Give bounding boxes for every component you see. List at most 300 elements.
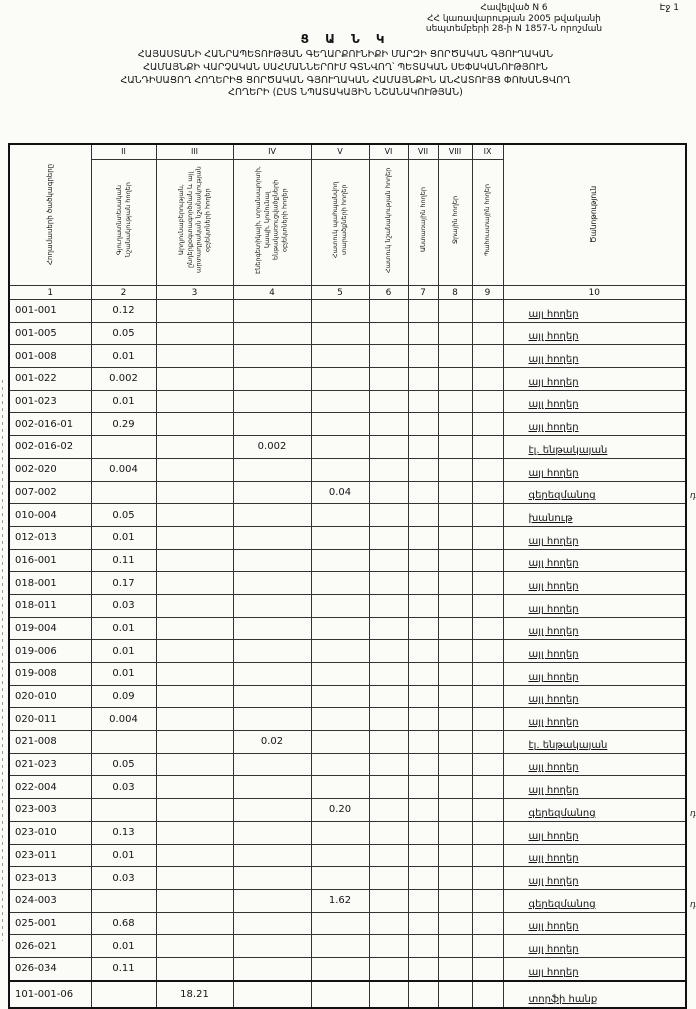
value-cell: 0.05 <box>91 753 156 776</box>
parcel-code-cell: 002-016-02 <box>9 436 91 459</box>
value-cell <box>408 640 438 663</box>
parcel-code-cell: 018-011 <box>9 594 91 617</box>
value-cell <box>438 776 472 799</box>
value-cell <box>438 390 472 413</box>
value-cell <box>408 526 438 549</box>
value-cell: 1.62 <box>311 889 369 912</box>
column-number: 8 <box>438 286 472 300</box>
roman-numeral: VI <box>369 144 408 159</box>
column-number: 5 <box>311 286 369 300</box>
value-cell <box>408 753 438 776</box>
parcel-code-cell: 026-034 <box>9 957 91 980</box>
table-row <box>9 731 686 754</box>
value-cell <box>311 504 369 527</box>
note-cell <box>503 458 686 481</box>
value-cell <box>472 368 503 391</box>
value-cell <box>233 821 311 844</box>
value-cell <box>369 981 408 1008</box>
note-cell <box>503 504 686 527</box>
value-cell <box>472 436 503 459</box>
roman-numeral: IV <box>233 144 311 159</box>
table-row <box>9 844 686 867</box>
roman-numeral: V <box>311 144 369 159</box>
table-row <box>9 867 686 890</box>
value-cell: 0.004 <box>91 458 156 481</box>
value-cell <box>311 549 369 572</box>
value-cell <box>369 436 408 459</box>
value-cell <box>408 617 438 640</box>
value-cell <box>311 413 369 436</box>
value-cell <box>408 572 438 595</box>
note-text: այլ հողեր <box>528 376 579 388</box>
note-text: այլ հողեր <box>528 966 579 978</box>
value-cell <box>438 436 472 459</box>
value-cell <box>311 663 369 686</box>
value-cell <box>408 458 438 481</box>
roman-numeral: III <box>156 144 233 159</box>
value-cell <box>233 345 311 368</box>
value-cell <box>311 821 369 844</box>
value-cell <box>438 957 472 980</box>
note-text: այլ հողեր <box>528 422 579 434</box>
value-cell <box>472 345 503 368</box>
value-cell <box>369 663 408 686</box>
parcel-code-cell: 019-008 <box>9 663 91 686</box>
parcel-code-cell: 001-022 <box>9 368 91 391</box>
value-cell <box>311 776 369 799</box>
table-row <box>9 504 686 527</box>
value-cell <box>408 504 438 527</box>
value-cell <box>311 708 369 731</box>
note-text: այլ հողեր <box>528 943 579 955</box>
value-cell <box>156 458 233 481</box>
value-cell <box>369 776 408 799</box>
value-cell <box>233 663 311 686</box>
value-cell <box>408 345 438 368</box>
parcel-code-cell: 018-001 <box>9 572 91 595</box>
note-text: էլ. ենթակայան <box>528 444 608 456</box>
appendix-title: Հավելված N 6 <box>480 3 548 13</box>
value-cell <box>472 322 503 345</box>
parcel-code-cell: 012-013 <box>9 526 91 549</box>
note-text: այլ հողեր <box>528 354 579 366</box>
value-cell <box>369 390 408 413</box>
table-row <box>9 526 686 549</box>
value-cell <box>311 685 369 708</box>
value-cell <box>233 458 311 481</box>
roman-numeral: IX <box>472 144 503 159</box>
value-cell <box>91 481 156 504</box>
note-text: խանութ <box>528 512 573 524</box>
value-cell <box>408 390 438 413</box>
parcel-code-cell: 023-011 <box>9 844 91 867</box>
document-title-line-4: ՀՈՂԵՐԻ (ԸՍՏ ՆՊԱՏԱԿԱՅԻՆ ՆՇԱՆԱԿՈՒԹՅԱՆ) <box>228 87 463 99</box>
table-row <box>9 935 686 958</box>
column-header <box>91 159 156 285</box>
note-text: այլ հողեր <box>528 785 579 797</box>
note-text: այլ հողեր <box>528 853 579 865</box>
value-cell <box>369 572 408 595</box>
value-cell <box>438 708 472 731</box>
table-head <box>9 144 686 300</box>
value-cell <box>472 300 503 323</box>
value-cell <box>438 481 472 504</box>
roman-numeral: II <box>91 144 156 159</box>
value-cell <box>472 594 503 617</box>
table-row <box>9 300 686 323</box>
value-cell <box>311 300 369 323</box>
value-cell <box>472 640 503 663</box>
value-cell <box>311 526 369 549</box>
value-cell <box>408 708 438 731</box>
value-cell <box>233 935 311 958</box>
note-text: տորֆի հանք <box>528 993 598 1005</box>
note-text: այլ հողեր <box>528 649 579 660</box>
note-text: այլ հողեր <box>528 830 579 842</box>
value-cell <box>408 912 438 935</box>
value-cell <box>438 504 472 527</box>
table-row <box>9 481 686 504</box>
value-cell <box>156 708 233 731</box>
note-text: այլ հողեր <box>528 331 579 343</box>
note-cell <box>503 640 686 663</box>
value-cell: 0.05 <box>91 504 156 527</box>
table-row <box>9 889 686 912</box>
value-cell <box>408 685 438 708</box>
table-row <box>9 436 686 459</box>
value-cell <box>156 844 233 867</box>
value-cell <box>156 617 233 640</box>
margin-mark: դ <box>690 491 696 502</box>
table-row <box>9 322 686 345</box>
note-cell <box>503 594 686 617</box>
table-row <box>9 549 686 572</box>
parcel-code-cell: 020-010 <box>9 685 91 708</box>
value-cell <box>156 572 233 595</box>
column-header-parcel-code <box>9 144 91 286</box>
note-cell <box>503 526 686 549</box>
value-cell <box>438 663 472 686</box>
parcel-code-cell: 002-020 <box>9 458 91 481</box>
value-cell <box>472 912 503 935</box>
value-cell <box>369 481 408 504</box>
column-header-label: Հատուկ նշանակության հողեր <box>384 167 393 273</box>
value-cell <box>369 867 408 890</box>
value-cell <box>369 458 408 481</box>
document-title-line-3: ՀԱՆԴԻՍԱՑՈՂ ՀՈՂԵՐԻՑ ՑՈՐԾԱԿԱՆ ԳՅՈՒՂԱԿԱՆ ՀԱՄԱՅՆՔԻՆ ԱՆՀԱՏՈՒՅՑ ՓՈԽԱՆՑՎՈՂ <box>120 74 571 86</box>
value-cell <box>438 731 472 754</box>
decision-line-1: ՀՀ կառավարության 2005 թվականի <box>427 13 601 24</box>
value-cell: 0.01 <box>91 640 156 663</box>
value-cell <box>91 799 156 822</box>
value-cell <box>156 957 233 980</box>
value-cell <box>438 549 472 572</box>
value-cell <box>438 572 472 595</box>
parcel-code-cell: 001-008 <box>9 345 91 368</box>
value-cell <box>311 731 369 754</box>
parcel-code-cell: 025-001 <box>9 912 91 935</box>
value-cell <box>472 663 503 686</box>
value-cell <box>156 799 233 822</box>
value-cell <box>156 640 233 663</box>
value-cell <box>156 935 233 958</box>
value-cell <box>472 889 503 912</box>
value-cell <box>472 753 503 776</box>
parcel-code-cell: 022-004 <box>9 776 91 799</box>
value-cell <box>156 322 233 345</box>
value-cell <box>311 957 369 980</box>
parcel-code-cell: 016-001 <box>9 549 91 572</box>
value-cell <box>438 300 472 323</box>
table-row <box>9 753 686 776</box>
value-cell <box>438 889 472 912</box>
value-cell: 0.11 <box>91 549 156 572</box>
value-cell <box>408 844 438 867</box>
header-roman-row <box>9 144 686 159</box>
note-text: այլ հողեր <box>528 875 579 887</box>
value-cell <box>438 458 472 481</box>
column-header-notes-label: Ծանոթություն <box>589 185 599 243</box>
value-cell <box>408 889 438 912</box>
note-cell <box>503 436 686 459</box>
column-header <box>438 159 472 285</box>
value-cell <box>438 935 472 958</box>
value-cell: 0.17 <box>91 572 156 595</box>
value-cell <box>233 549 311 572</box>
value-cell <box>369 413 408 436</box>
column-header <box>156 159 233 285</box>
value-cell <box>156 481 233 504</box>
note-cell <box>503 345 686 368</box>
value-cell <box>156 413 233 436</box>
value-cell <box>472 935 503 958</box>
value-cell <box>233 912 311 935</box>
note-cell <box>503 957 686 980</box>
column-header-label: Գյուղատնտեսական նշանակության հողեր <box>114 182 132 258</box>
column-header <box>233 159 311 285</box>
value-cell <box>156 912 233 935</box>
value-cell <box>472 504 503 527</box>
value-cell: 18.21 <box>156 981 233 1008</box>
value-cell <box>369 731 408 754</box>
table-row <box>9 640 686 663</box>
value-cell <box>311 844 369 867</box>
value-cell <box>472 572 503 595</box>
value-cell <box>472 549 503 572</box>
note-cell <box>503 549 686 572</box>
note-cell <box>503 981 686 1008</box>
column-number: 7 <box>408 286 438 300</box>
note-text: այլ հողեր <box>528 626 579 638</box>
value-cell: 0.002 <box>91 368 156 391</box>
value-cell <box>91 436 156 459</box>
margin-mark: դ <box>690 808 696 819</box>
parcel-code-cell: 002-016-01 <box>9 413 91 436</box>
value-cell <box>156 753 233 776</box>
column-number: 4 <box>233 286 311 300</box>
note-cell <box>503 912 686 935</box>
value-cell <box>408 935 438 958</box>
value-cell: 0.11 <box>91 957 156 980</box>
value-cell <box>311 867 369 890</box>
value-cell: 0.09 <box>91 685 156 708</box>
scan-edge-artifact <box>2 380 3 941</box>
value-cell <box>472 413 503 436</box>
column-header-parcel-code-label: Հողամասերի ծածկագրերը <box>45 163 54 265</box>
value-cell <box>369 935 408 958</box>
value-cell <box>369 504 408 527</box>
value-cell <box>408 300 438 323</box>
value-cell <box>233 300 311 323</box>
column-header <box>408 159 438 285</box>
value-cell <box>311 458 369 481</box>
value-cell <box>156 731 233 754</box>
value-cell <box>472 799 503 822</box>
table-row <box>9 345 686 368</box>
table-row <box>9 685 686 708</box>
value-cell <box>369 594 408 617</box>
value-cell <box>311 640 369 663</box>
table-row <box>9 458 686 481</box>
column-number: 6 <box>369 286 408 300</box>
value-cell <box>369 889 408 912</box>
note-text: այլ հողեր <box>528 399 579 411</box>
parcel-code-cell: 023-013 <box>9 867 91 890</box>
roman-numeral: VII <box>408 144 438 159</box>
value-cell <box>438 912 472 935</box>
value-cell: 0.12 <box>91 300 156 323</box>
value-cell <box>369 617 408 640</box>
value-cell: 0.03 <box>91 776 156 799</box>
column-header-label: Հատուկ պահպանվող տարածքների հողեր <box>331 182 348 259</box>
value-cell <box>369 549 408 572</box>
parcel-code-cell: 001-023 <box>9 390 91 413</box>
note-text: այլ հողեր <box>528 717 579 729</box>
value-cell <box>233 526 311 549</box>
column-number: 9 <box>472 286 503 300</box>
value-cell <box>472 844 503 867</box>
value-cell <box>156 889 233 912</box>
parcel-code-cell: 001-001 <box>9 300 91 323</box>
value-cell <box>408 413 438 436</box>
value-cell <box>472 708 503 731</box>
value-cell <box>408 867 438 890</box>
value-cell <box>408 594 438 617</box>
value-cell <box>472 481 503 504</box>
table-row <box>9 368 686 391</box>
value-cell <box>233 504 311 527</box>
column-number: 2 <box>91 286 156 300</box>
value-cell <box>472 957 503 980</box>
value-cell <box>438 799 472 822</box>
value-cell <box>369 345 408 368</box>
value-cell <box>472 821 503 844</box>
document-title <box>8 49 683 100</box>
value-cell: 0.04 <box>311 481 369 504</box>
parcel-code-cell: 019-006 <box>9 640 91 663</box>
note-cell <box>503 663 686 686</box>
value-cell <box>438 345 472 368</box>
parcel-code-cell: 020-011 <box>9 708 91 731</box>
parcel-code-cell: 007-002 <box>9 481 91 504</box>
table-row <box>9 912 686 935</box>
value-cell <box>369 368 408 391</box>
value-cell <box>233 957 311 980</box>
value-cell <box>438 594 472 617</box>
value-cell <box>408 322 438 345</box>
value-cell <box>369 957 408 980</box>
value-cell <box>156 526 233 549</box>
note-cell <box>503 731 686 754</box>
note-text: էլ. ենթակայան <box>528 739 608 751</box>
column-header-label: Պահուստային հողեր <box>483 184 492 257</box>
value-cell: 0.002 <box>233 436 311 459</box>
value-cell <box>156 436 233 459</box>
value-cell <box>311 935 369 958</box>
document-title-line-2: ՀԱՄԱՅՆՔԻ ՎԱՐՉԱԿԱՆ ՍԱՀՄԱՆՆԵՐՈՒՄ ԳՏՆՎՈՂ՝ ՊԵՏԱԿԱՆ ՍԵՓԱԿԱՆՈՒԹՅՈՒՆ <box>143 61 548 73</box>
value-cell <box>91 889 156 912</box>
value-cell: 0.01 <box>91 390 156 413</box>
note-cell <box>503 390 686 413</box>
value-cell <box>472 458 503 481</box>
table-row <box>9 821 686 844</box>
value-cell <box>438 753 472 776</box>
value-cell <box>233 708 311 731</box>
value-cell <box>311 322 369 345</box>
note-text: այլ հողեր <box>528 467 579 479</box>
value-cell <box>156 663 233 686</box>
parcel-code-cell: 021-023 <box>9 753 91 776</box>
value-cell <box>233 413 311 436</box>
value-cell <box>438 322 472 345</box>
value-cell <box>233 322 311 345</box>
value-cell <box>369 640 408 663</box>
value-cell <box>311 594 369 617</box>
note-cell <box>503 708 686 731</box>
value-cell <box>156 867 233 890</box>
value-cell <box>156 390 233 413</box>
note-text: այլ հողեր <box>528 762 579 774</box>
note-text: այլ հողեր <box>528 603 579 615</box>
value-cell <box>156 685 233 708</box>
value-cell <box>311 753 369 776</box>
value-cell <box>472 617 503 640</box>
value-cell <box>311 572 369 595</box>
note-text: այլ հողեր <box>528 671 579 683</box>
value-cell <box>233 685 311 708</box>
value-cell: 0.05 <box>91 322 156 345</box>
note-cell <box>503 572 686 595</box>
value-cell <box>233 572 311 595</box>
value-cell <box>156 345 233 368</box>
value-cell <box>408 436 438 459</box>
value-cell <box>233 776 311 799</box>
value-cell <box>156 776 233 799</box>
note-cell <box>503 867 686 890</box>
value-cell <box>311 390 369 413</box>
value-cell <box>233 617 311 640</box>
parcel-code-cell: 024-003 <box>9 889 91 912</box>
value-cell <box>438 867 472 890</box>
table-row <box>9 572 686 595</box>
value-cell: 0.01 <box>91 526 156 549</box>
column-number: 1 <box>9 286 91 300</box>
value-cell <box>408 981 438 1008</box>
value-cell <box>311 345 369 368</box>
value-cell <box>408 731 438 754</box>
parcel-code-cell: 101-001-06 <box>9 981 91 1008</box>
value-cell: 0.68 <box>91 912 156 935</box>
